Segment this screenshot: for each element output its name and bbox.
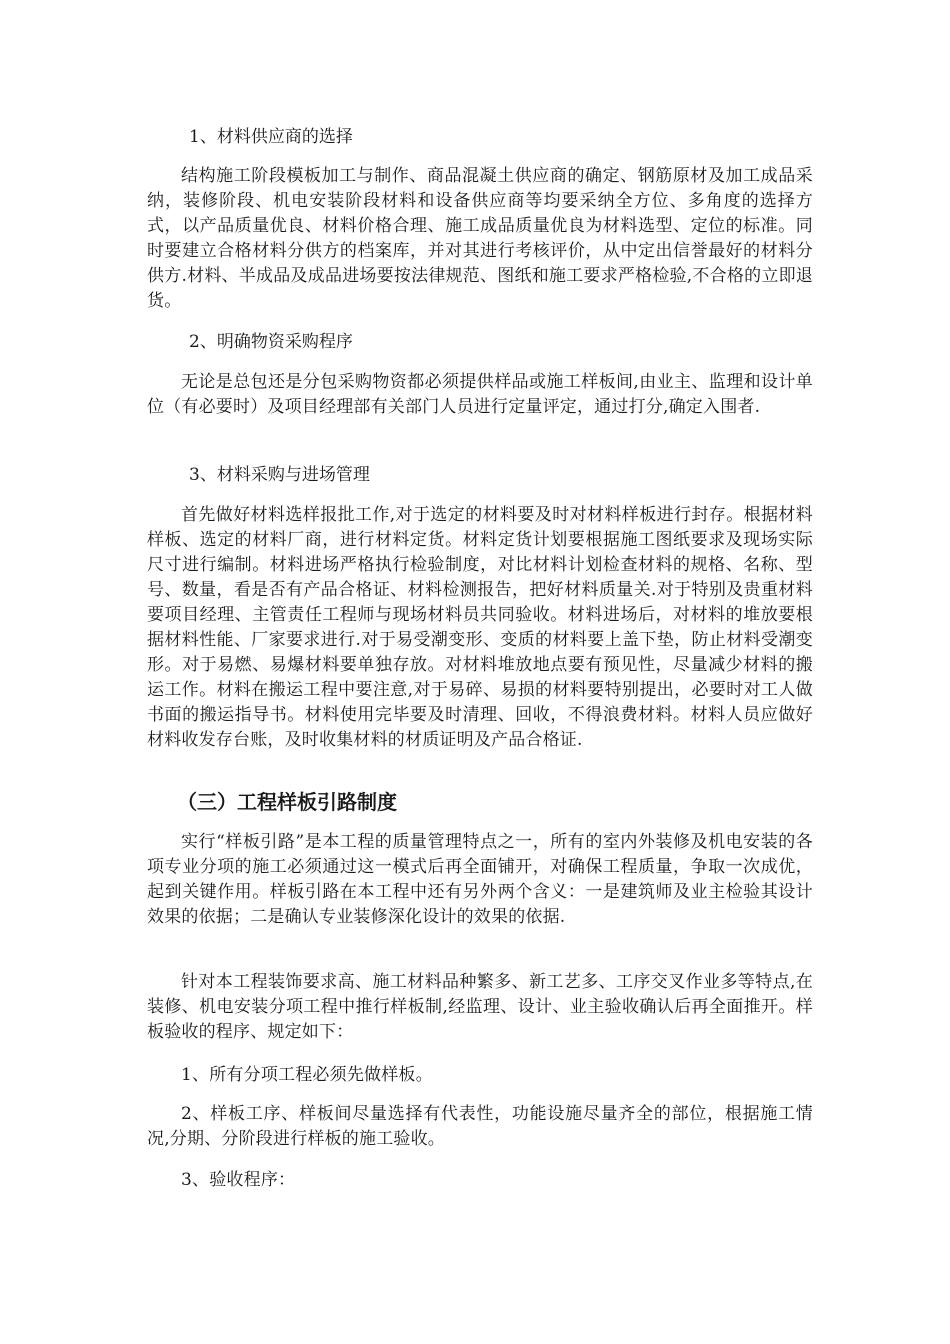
- subheading-material-supplier: 1、材料供应商的选择: [189, 127, 353, 147]
- paragraph-sample-system: 针对本工程装饰要求高、施工材料品种繁多、新工艺多、工序交叉作业多等特点,在装修、机电安装分项工程中推行样板制,经监理、设计、业主验收确认后再全面推开。样板验收的程序、规定如下：: [147, 972, 813, 1042]
- subheading-material-purchase: 3、材料采购与进场管理: [189, 465, 370, 485]
- list-item-1: 1、所有分项工程必须先做样板。: [181, 1065, 433, 1085]
- list-item-2: 2、样板工序、样板间尽量选择有代表性，功能设施尽量齐全的部位，根据施工情况,分期、分阶段进行样板的施工验收。: [147, 1104, 813, 1149]
- paragraph-supplier-selection: 结构施工阶段模板加工与制作、商品混凝土供应商的确定、钢筋原材及加工成品采纳，装修阶段、机电安装阶段材料和设备供应商等均要采纳全方位、多角度的选择方式，以产品质量优良、材料价格合理、施工成品质量优良为材料选型、定位的标准。同时要建立合格材料分供方的档案库，并对其进行考核评价，从中定出信誉最好的材料分供方.材料、半成品及成品进场要按法律规范、图纸和施工要求严格检验,不合格的立即退货。: [147, 166, 813, 311]
- subheading-procurement-procedure: 2、明确物资采购程序: [189, 332, 353, 352]
- section-heading-sample-guidance: （三）工程样板引路制度: [177, 790, 397, 814]
- list-item-3: 3、验收程序：: [181, 1170, 296, 1190]
- paragraph-material-purchase: 首先做好材料选样报批工作,对于选定的材料要及时对材料样板进行封存。根据材料样板、选定的材料厂商，进行材料定货。材料定货计划要根据施工图纸要求及现场实际尺寸进行编制。材料进场严格执行检验制度，对比材料计划检查材料的规格、名称、型号、数量，看是否有产品合格证、材料检测报告，把好材料质量关.对于特别及贵重材料要项目经理、主管责任工程师与现场材料员共同验收。材料进场后，对材料的堆放要根据材料性能、厂家要求进行.对于易受潮变形、变质的材料要上盖下垫，防止材料受潮变形。对于易燃、易爆材料要单独存放。对材料堆放地点要有预见性，尽量减少材料的搬运工作。材料在搬运工程中要注意,对于易碎、易损的材料要特别提出，必要时对工人做书面的搬运指导书。材料使用完毕要及时清理、回收，不得浪费材料。材料人员应做好材料收发存台账，及时收集材料的材质证明及产品合格证.: [147, 505, 813, 750]
- paragraph-procurement-procedure: 无论是总包还是分包采购物资都必须提供样品或施工样板间,由业主、监理和设计单位（有必要时）及项目经理部有关部门人员进行定量评定，通过打分,确定入围者.: [147, 372, 813, 417]
- paragraph-sample-guidance-intro: 实行“样板引路”是本工程的质量管理特点之一，所有的室内外装修及机电安装的各项专业分项的施工必须通过这一模式后再全面铺开，对确保工程质量，争取一次成优，起到关键作用。样板引路在本工程中还有另外两个含义：一是建筑师及业主检验其设计效果的依据；二是确认专业装修深化设计的效果的依据.: [147, 832, 813, 927]
